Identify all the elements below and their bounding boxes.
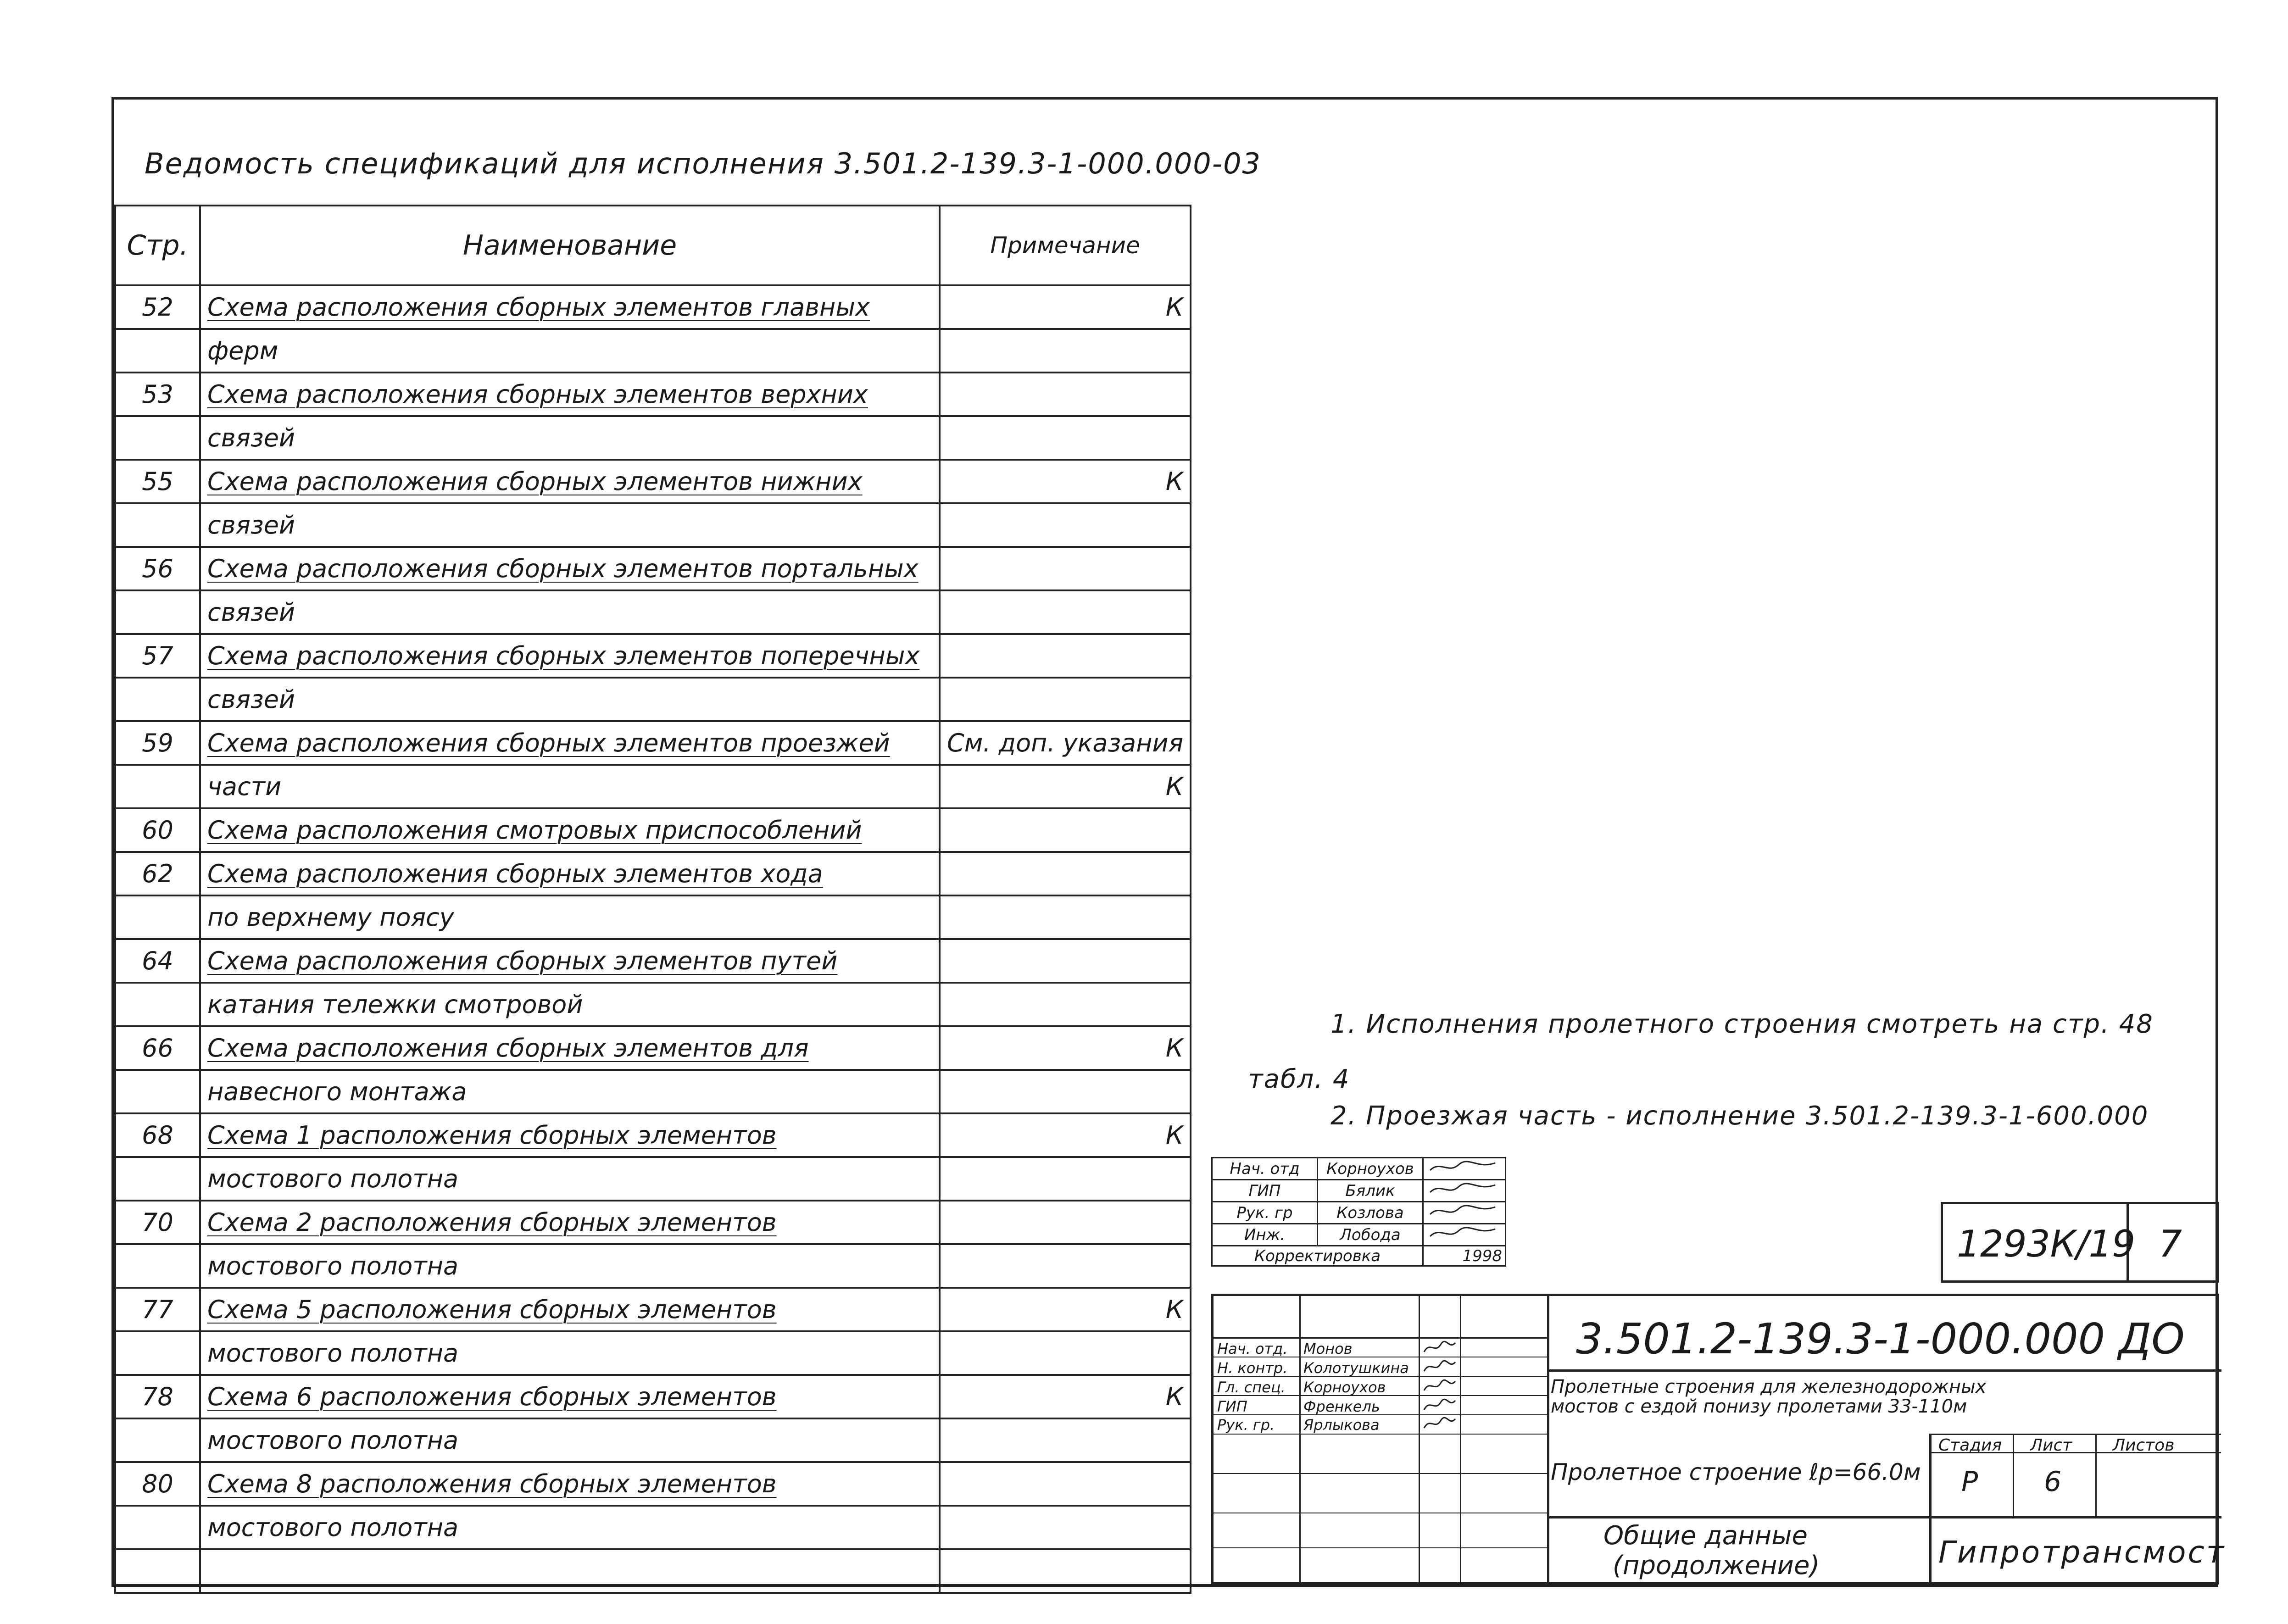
approval-role: Нач. отд xyxy=(1212,1158,1318,1180)
spec-cell-page xyxy=(115,1157,200,1201)
spec-row xyxy=(115,285,1191,329)
spec-cell-name: Схема 1 расположения сборных элементов xyxy=(200,1113,940,1157)
spec-cell-page xyxy=(115,1244,200,1288)
spec-cell-page: 57 xyxy=(115,634,200,678)
signer-role: Нач. отд. xyxy=(1217,1340,1288,1357)
spec-row xyxy=(115,634,1191,678)
signer-role: Рук. гр. xyxy=(1217,1416,1275,1434)
spec-cell-note: См. доп. указания xyxy=(940,721,1191,765)
spec-row xyxy=(115,1026,1191,1070)
approval-name: Лобода xyxy=(1318,1224,1423,1246)
signer-signature xyxy=(1422,1377,1457,1397)
spec-cell-note xyxy=(940,373,1191,416)
spec-cell-note: К xyxy=(940,285,1191,329)
spec-cell-name: ферм xyxy=(200,329,940,373)
note-1-cont: табл. 4 xyxy=(1248,1064,1350,1094)
spec-cell-page: 64 xyxy=(115,939,200,983)
approval-signature xyxy=(1423,1224,1506,1246)
spec-cell-page xyxy=(115,329,200,373)
approval-row xyxy=(1212,1224,1506,1246)
spec-cell-page xyxy=(115,503,200,547)
spec-cell-page xyxy=(115,1418,200,1462)
spec-cell-note xyxy=(940,503,1191,547)
correction-year: 1998 xyxy=(1423,1246,1506,1266)
spec-cell-note xyxy=(940,1462,1191,1506)
spec-cell-page: 59 xyxy=(115,721,200,765)
spec-row xyxy=(115,765,1191,808)
spec-row xyxy=(115,1113,1191,1157)
spec-cell-note xyxy=(940,547,1191,590)
signer-role: ГИП xyxy=(1217,1398,1247,1415)
signer-signature xyxy=(1422,1357,1457,1378)
spec-cell-page xyxy=(115,1549,200,1593)
spec-cell-note xyxy=(940,1418,1191,1462)
signer-name: Монов xyxy=(1303,1340,1353,1357)
spec-cell-name: мостового полотна xyxy=(200,1331,940,1375)
note-2: 2. Проезжая часть - исполнение 3.501.2-139.3-1-600.000 xyxy=(1330,1101,2149,1131)
spec-cell-page xyxy=(115,416,200,460)
spec-cell-note xyxy=(940,329,1191,373)
signer-name: Корноухов xyxy=(1303,1379,1386,1396)
doc-code: 3.501.2-139.3-1-000.000 ДО xyxy=(1576,1314,2185,1363)
spec-cell-name: Схема 8 расположения сборных элементов xyxy=(200,1462,940,1506)
spec-cell-note xyxy=(940,1201,1191,1244)
spec-cell-name: связей xyxy=(200,416,940,460)
spec-cell-page: 52 xyxy=(115,285,200,329)
spec-cell-name: связей xyxy=(200,590,940,634)
signer-signature xyxy=(1422,1396,1457,1416)
spec-cell-name: Схема расположения сборных элементов поперечных xyxy=(200,634,940,678)
spec-cell-name: Схема расположения сборных элементов проезжей xyxy=(200,721,940,765)
spec-row xyxy=(115,939,1191,983)
spec-cell-page xyxy=(115,1070,200,1113)
header-note: Примечание xyxy=(940,206,1191,285)
spec-cell-name: Схема расположения сборных элементов главных xyxy=(200,285,940,329)
stage-label: Стадия xyxy=(1938,1436,2002,1455)
spec-cell-page: 53 xyxy=(115,373,200,416)
signer-name: Френкель xyxy=(1303,1398,1380,1415)
spec-row xyxy=(115,1331,1191,1375)
spec-cell-page: 66 xyxy=(115,1026,200,1070)
spec-cell-name: Схема расположения сборных элементов нижних xyxy=(200,460,940,503)
spec-cell-name xyxy=(200,1549,940,1593)
signer-name: Колотушкина xyxy=(1303,1359,1409,1377)
approval-signature xyxy=(1423,1180,1506,1202)
spec-cell-name: навесного монтажа xyxy=(200,1070,940,1113)
spec-cell-page: 55 xyxy=(115,460,200,503)
signer-role: Н. контр. xyxy=(1217,1359,1288,1377)
spec-cell-name: связей xyxy=(200,678,940,721)
spec-cell-name: Схема расположения сборных элементов для xyxy=(200,1026,940,1070)
approval-name: Бялик xyxy=(1318,1180,1423,1202)
spec-cell-note xyxy=(940,1244,1191,1288)
spec-cell-page: 56 xyxy=(115,547,200,590)
spec-cell-note xyxy=(940,983,1191,1026)
spec-cell-page xyxy=(115,678,200,721)
spec-cell-note: К xyxy=(940,460,1191,503)
spec-cell-note: К xyxy=(940,765,1191,808)
spec-row xyxy=(115,678,1191,721)
approval-row xyxy=(1212,1180,1506,1202)
spec-cell-page: 68 xyxy=(115,1113,200,1157)
spec-row xyxy=(115,416,1191,460)
spec-row xyxy=(115,590,1191,634)
spec-cell-name: катания тележки смотровой xyxy=(200,983,940,1026)
spec-cell-page xyxy=(115,983,200,1026)
spec-row xyxy=(115,852,1191,895)
spec-cell-note: К xyxy=(940,1026,1191,1070)
spec-cell-page: 62 xyxy=(115,852,200,895)
spec-row xyxy=(115,1375,1191,1418)
spec-row xyxy=(115,1157,1191,1201)
spec-cell-note xyxy=(940,1157,1191,1201)
approval-role: ГИП xyxy=(1212,1180,1318,1202)
spec-cell-note xyxy=(940,1070,1191,1113)
spec-row xyxy=(115,721,1191,765)
stage-value: Р xyxy=(1961,1466,1978,1498)
spec-cell-name: по верхнему поясу xyxy=(200,895,940,939)
spec-row xyxy=(115,1244,1191,1288)
spec-title: Ведомость спецификаций для исполнения 3.501.2-139.3-1-000.000-03 xyxy=(145,147,1261,180)
spec-row xyxy=(115,1201,1191,1244)
note-1: 1. Исполнения пролетного строения смотреть на стр. 48 xyxy=(1330,1009,2154,1039)
approval-signature xyxy=(1423,1202,1506,1224)
signer-signature xyxy=(1422,1414,1457,1435)
spec-cell-note xyxy=(940,808,1191,852)
spec-cell-name: мостового полотна xyxy=(200,1506,940,1549)
sheet-value: 6 xyxy=(2044,1466,2062,1498)
spec-cell-name: Схема расположения сборных элементов верхних xyxy=(200,373,940,416)
spec-cell-note xyxy=(940,852,1191,895)
spec-row xyxy=(115,983,1191,1026)
archive-box xyxy=(1941,1202,2219,1283)
signer-role: Гл. спец. xyxy=(1217,1379,1286,1396)
sheet-title-2: (продолжение) xyxy=(1613,1551,1820,1580)
approvals-table xyxy=(1211,1157,1506,1267)
approval-role: Рук. гр xyxy=(1212,1202,1318,1224)
spec-cell-note xyxy=(940,590,1191,634)
approval-row xyxy=(1212,1158,1506,1180)
approval-row xyxy=(1212,1202,1506,1224)
item-name: Пролетное строение ℓр=66.0м xyxy=(1551,1459,1921,1485)
spec-cell-page: 77 xyxy=(115,1288,200,1331)
spec-cell-page: 60 xyxy=(115,808,200,852)
spec-cell-page xyxy=(115,1506,200,1549)
spec-row xyxy=(115,1462,1191,1506)
spec-row xyxy=(115,329,1191,373)
spec-row xyxy=(115,808,1191,852)
spec-cell-page xyxy=(115,895,200,939)
archive-code: 1293К/19 xyxy=(1957,1223,2136,1265)
spec-cell-page: 70 xyxy=(115,1201,200,1244)
spec-cell-name: связей xyxy=(200,503,940,547)
title-block xyxy=(1211,1294,2226,1585)
sheets-label: Листов xyxy=(2113,1436,2175,1455)
correction-row xyxy=(1212,1246,1506,1266)
sheet-label: Лист xyxy=(2030,1436,2072,1455)
correction-label: Корректировка xyxy=(1212,1246,1423,1266)
approval-signature xyxy=(1423,1158,1506,1180)
sheet-title-1: Общие данные xyxy=(1603,1521,1808,1551)
spec-cell-page: 80 xyxy=(115,1462,200,1506)
spec-cell-name: Схема расположения сборных элементов хода xyxy=(200,852,940,895)
spec-cell-note xyxy=(940,634,1191,678)
spec-cell-name: мостового полотна xyxy=(200,1418,940,1462)
spec-cell-note xyxy=(940,416,1191,460)
archive-sheet: 7 xyxy=(2159,1223,2182,1265)
header-page: Стр. xyxy=(115,206,200,285)
spec-cell-name: мостового полотна xyxy=(200,1244,940,1288)
spec-cell-name: Схема расположения сборных элементов портальных xyxy=(200,547,940,590)
spec-cell-name: Схема расположения смотровых приспособлений xyxy=(200,808,940,852)
spec-row xyxy=(115,1549,1191,1593)
approval-role: Инж. xyxy=(1212,1224,1318,1246)
spec-row xyxy=(115,373,1191,416)
spec-cell-note: К xyxy=(940,1375,1191,1418)
spec-cell-note xyxy=(940,1506,1191,1549)
spec-cell-name: Схема 2 расположения сборных элементов xyxy=(200,1201,940,1244)
spec-row xyxy=(115,1070,1191,1113)
project-line-2: мостов с ездой понизу пролетами 33-110м xyxy=(1551,1396,1967,1417)
header-name: Наименование xyxy=(200,206,940,285)
spec-row xyxy=(115,503,1191,547)
spec-cell-note xyxy=(940,678,1191,721)
spec-cell-note xyxy=(940,1331,1191,1375)
spec-cell-page xyxy=(115,1331,200,1375)
spec-row xyxy=(115,547,1191,590)
spec-cell-name: Схема 5 расположения сборных элементов xyxy=(200,1288,940,1331)
spec-cell-page xyxy=(115,765,200,808)
spec-cell-page xyxy=(115,590,200,634)
spec-row xyxy=(115,895,1191,939)
specification-table xyxy=(114,205,1191,1594)
signer-signature xyxy=(1422,1338,1457,1358)
spec-header-row xyxy=(115,206,1191,285)
spec-cell-name: Схема 6 расположения сборных элементов xyxy=(200,1375,940,1418)
spec-cell-name: Схема расположения сборных элементов путей xyxy=(200,939,940,983)
spec-row xyxy=(115,1288,1191,1331)
spec-row xyxy=(115,460,1191,503)
project-line-1: Пролетные строения для железнодорожных xyxy=(1551,1376,1987,1397)
spec-row xyxy=(115,1418,1191,1462)
organization: Гипротрансмост xyxy=(1938,1535,2226,1570)
spec-row xyxy=(115,1506,1191,1549)
spec-cell-note xyxy=(940,939,1191,983)
signer-name: Ярлыкова xyxy=(1303,1416,1380,1434)
spec-cell-name: части xyxy=(200,765,940,808)
spec-cell-note: К xyxy=(940,1113,1191,1157)
spec-cell-note xyxy=(940,895,1191,939)
approval-name: Козлова xyxy=(1318,1202,1423,1224)
spec-cell-note xyxy=(940,1549,1191,1593)
spec-cell-name: мостового полотна xyxy=(200,1157,940,1201)
spec-cell-note: К xyxy=(940,1288,1191,1331)
spec-cell-page: 78 xyxy=(115,1375,200,1418)
approval-name: Корноухов xyxy=(1318,1158,1423,1180)
